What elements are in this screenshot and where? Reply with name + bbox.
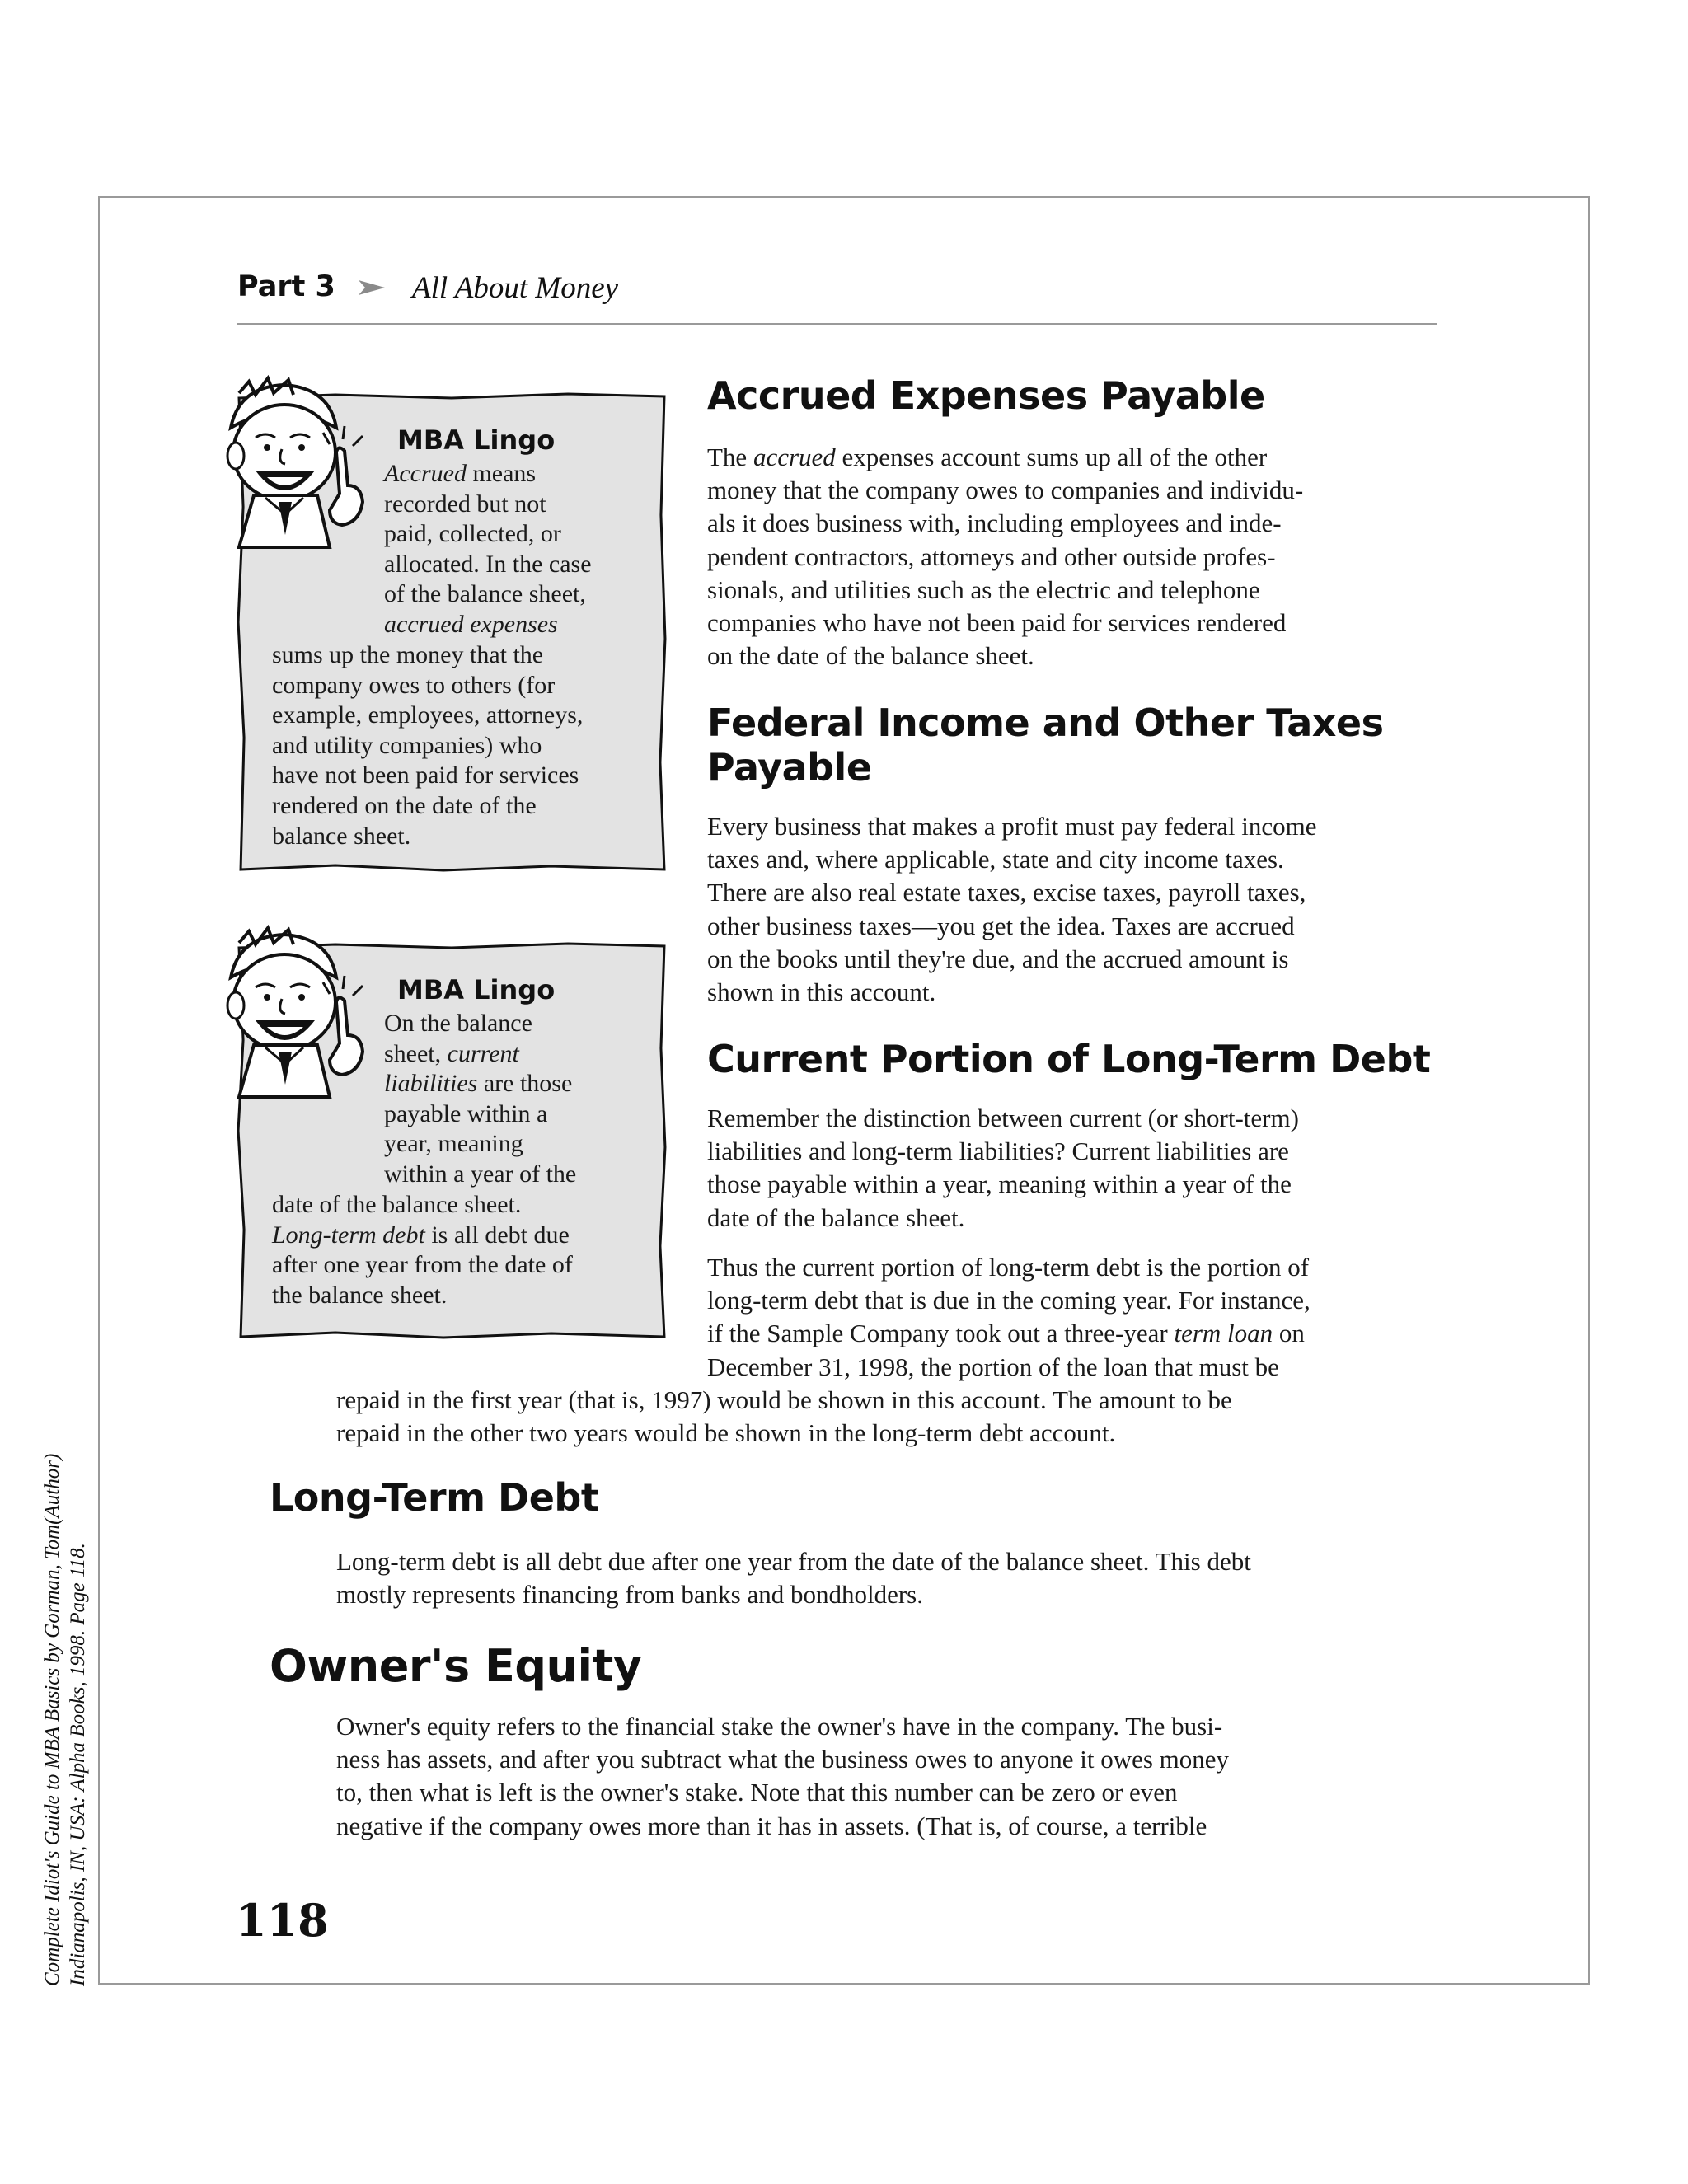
- sidebar-line: of the balance sheet,: [384, 580, 586, 608]
- sidebar-text-narrow: [384, 1009, 576, 1190]
- sidebar-line: the balance sheet.: [272, 1281, 448, 1309]
- mba-lingo-sidebar-accrued: [223, 375, 668, 874]
- arrowhead-right-icon: [357, 279, 387, 297]
- text-line: There are also real estate taxes, excise taxes, payroll taxes,: [707, 878, 1306, 907]
- text-line: pendent contractors, attorneys and other outside profes-: [707, 541, 1276, 571]
- text-line: Long-term debt is all debt due after one year from the date of the balance sheet. This debt: [336, 1547, 1251, 1576]
- sidebar-heading: MBA Lingo: [397, 974, 556, 1005]
- text-line: to, then what is left is the owner's stake. Note that this number can be zero or even: [336, 1778, 1178, 1807]
- sidebar-line: balance sheet.: [272, 822, 411, 850]
- part-label: Part 3: [237, 270, 335, 303]
- text-line: ness has assets, and after you subtract what the business owes to anyone it owes money: [336, 1745, 1230, 1774]
- paragraph-current-portion-1: [707, 1102, 1299, 1235]
- paragraph-owners-equity: [336, 1710, 1229, 1843]
- text-line: sionals, and utilities such as the electric and telephone: [707, 574, 1260, 604]
- text-line: December 31, 1998, the portion of the loan that must be: [707, 1352, 1279, 1381]
- citation-line-1: Complete Idiot's Guide to MBA Basics by Gorman, Tom(Author): [41, 1453, 63, 1986]
- cartoon-professor-pointing-icon: [206, 370, 379, 576]
- sidebar-line: year, meaning: [384, 1130, 523, 1158]
- sidebar-line: company owes to others (for: [272, 671, 556, 699]
- text-line: if the Sample Company took out a three-year term loan on: [707, 1319, 1305, 1348]
- running-head: [237, 265, 1437, 325]
- sidebar-line: rendered on the date of the: [272, 791, 537, 819]
- sidebar-line: accrued expenses: [384, 610, 558, 638]
- text-line: companies who have not been paid for services rendered: [707, 608, 1287, 638]
- sidebar-text-narrow: [384, 459, 592, 640]
- heading-current-portion: Current Portion of Long-Term Debt: [707, 1037, 1431, 1081]
- text-line: Remember the distinction between current (or short-term): [707, 1104, 1299, 1132]
- sidebar-line: allocated. In the case: [384, 550, 592, 578]
- text-line: on the books until they're due, and the accrued amount is: [707, 944, 1289, 973]
- text-line: long-term debt that is due in the coming year. For instance,: [707, 1286, 1311, 1315]
- sidebar-text-wide: [272, 1190, 573, 1310]
- paragraph-current-portion-2: [707, 1251, 1311, 1384]
- paragraph-current-portion-2-wide: [336, 1384, 1232, 1450]
- text-line: date of the balance sheet.: [707, 1202, 965, 1232]
- sidebar-line: liabilities are those: [384, 1070, 573, 1098]
- text-line: money that the company owes to companies and individu-: [707, 476, 1304, 505]
- text-line: repaid in the other two years would be shown in the long-term debt account.: [336, 1418, 1116, 1448]
- cartoon-professor-pointing-icon: [206, 920, 379, 1126]
- sidebar-line: sheet, current: [384, 1039, 519, 1067]
- sidebar-line: have not been paid for services: [272, 762, 579, 790]
- sidebar-line: after one year from the date of: [272, 1251, 573, 1279]
- paragraph-accrued-expenses: [707, 441, 1303, 673]
- text-line: negative if the company owes more than it has in assets. (That is, of course, a terrible: [336, 1811, 1207, 1840]
- text-line: repaid in the first year (that is, 1997) would be shown in this account. The amount to be: [336, 1385, 1232, 1414]
- sidebar-line: Long-term debt is all debt due: [272, 1221, 570, 1249]
- sidebar-line: within a year of the: [384, 1160, 577, 1188]
- sidebar-line: paid, collected, or: [384, 520, 561, 548]
- text-line: als it does business with, including employees and inde-: [707, 509, 1282, 538]
- sidebar-heading: MBA Lingo: [397, 424, 556, 456]
- paragraph-federal-taxes: [707, 810, 1316, 1009]
- heading-accrued-expenses: Accrued Expenses Payable: [707, 373, 1265, 418]
- chapter-title: All About Money: [412, 271, 619, 305]
- sidebar-line: sums up the money that the: [272, 641, 544, 668]
- text-line: those payable within a year, meaning within a year of the: [707, 1169, 1292, 1199]
- heading-owners-equity: Owner's Equity: [270, 1640, 642, 1692]
- sidebar-line: date of the balance sheet.: [272, 1191, 522, 1218]
- heading-line: Federal Income and Other Taxes: [707, 701, 1384, 745]
- sidebar-line: example, employees, attorneys,: [272, 701, 584, 729]
- text-line: mostly represents financing from banks and bondholders.: [336, 1580, 923, 1610]
- heading-long-term-debt: Long-Term Debt: [270, 1475, 599, 1520]
- paragraph-long-term-debt: [336, 1545, 1251, 1611]
- text-line: other business taxes—you get the idea. Taxes are accrued: [707, 911, 1295, 940]
- text-line: Every business that makes a profit must pay federal income: [707, 812, 1317, 841]
- sidebar-text-wide: [272, 640, 583, 851]
- sidebar-line: and utility companies) who: [272, 731, 542, 759]
- text-line: on the date of the balance sheet.: [707, 641, 1034, 671]
- heading-line: Payable: [707, 745, 872, 790]
- page-number: 118: [236, 1894, 329, 1947]
- sidebar-line: Accrued means: [384, 460, 537, 487]
- text-line: taxes and, where applicable, state and city income taxes.: [707, 845, 1284, 874]
- text-line: Owner's equity refers to the financial stake the owner's have in the company. The busi-: [336, 1712, 1223, 1741]
- sidebar-line: payable within a: [384, 1099, 548, 1127]
- text-line: liabilities and long-term liabilities? Current liabilities are: [707, 1137, 1289, 1166]
- text-line: Thus the current portion of long-term debt is the portion of: [707, 1253, 1310, 1282]
- sidebar-line: On the balance: [384, 1010, 532, 1037]
- sidebar-line: recorded but not: [384, 490, 546, 518]
- heading-federal-taxes: [707, 701, 1383, 790]
- citation-line-2: Indianapolis, IN, USA: Alpha Books, 1998. Page 118.: [67, 1543, 89, 1986]
- citation-caption: [40, 1393, 91, 1986]
- text-line: shown in this account.: [707, 977, 936, 1007]
- text-line: The accrued expenses account sums up all of the other: [707, 443, 1268, 471]
- mba-lingo-sidebar-liabilities: [223, 925, 668, 1341]
